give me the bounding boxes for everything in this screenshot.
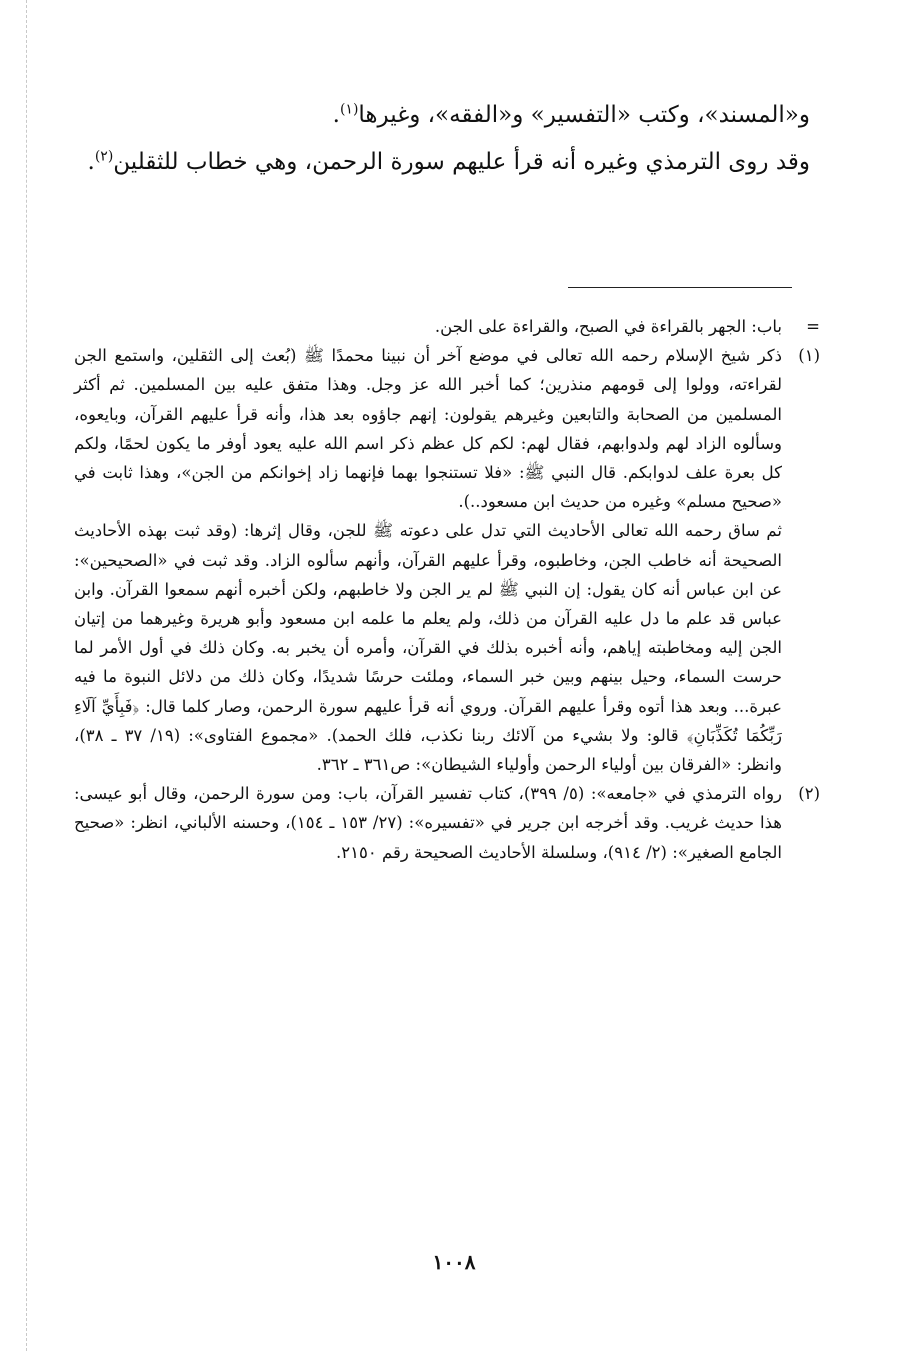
main-paragraph-1-end: . xyxy=(332,102,340,128)
continuation-marker: = xyxy=(806,317,820,336)
footnote-ref-2[interactable]: (٢) xyxy=(94,148,114,165)
main-paragraph-1-text: و«المسند»، وكتب «التفسير» و«الفقه»، وغيرها xyxy=(358,102,810,128)
main-paragraph-2 xyxy=(78,139,810,186)
footnote-2-marker: (٢) xyxy=(798,784,820,804)
footnote-1 xyxy=(74,341,820,779)
main-paragraph-2-end: . xyxy=(87,149,95,175)
footnote-2 xyxy=(74,779,820,867)
main-paragraph-2-text: وقد روى الترمذي وغيره أنه قرأ عليهم سورة الرحمن، وهي خطاب للثقلين xyxy=(113,149,810,175)
main-text xyxy=(78,92,810,186)
footnote-1-marker: (١) xyxy=(798,346,820,366)
footnote-continuation xyxy=(74,312,820,341)
footnote-2-body: رواه الترمذي في «جامعه»: (٥/ ٣٩٩)، كتاب تفسير القرآن، باب: ومن سورة الرحمن، وقال أبو عيسى: هذا حديث غريب. وقد أخرجه ابن جرير في «تفسيره»: (٢٧/ ١٥٣ ـ ١٥٤)، وحسنه الألباني، انظر: «صحيح الجامع الصغير»: (٢/ ٩١٤)، وسلسلة الأحاديث الصحيحة رقم ٢١٥٠. xyxy=(74,784,782,862)
footnote-1-paragraph-1: ذكر شيخ الإسلام رحمه الله تعالى في موضع آخر أن نبينا محمدًا ﷺ (بُعث إلى الثقلين، واستمع الجن لقراءته، وولوا إلى قومهم منذرين؛ كما أخبر الله عز وجل. وهذا متفق عليه بين المسلمين. ثم أكثر المسلمين من الصحابة والتابعين وغيرهم يقولون: إنهم جاؤوه بعد هذا، وأنه قرأ عليهم القرآن، وبايعوه، وسألوه الزاد لهم ولدوابهم، فقال لهم: لكم كل عظم ذكر اسم الله عليه يعود أوفر ما يكون لحمًا، ولكم كل بعرة علف لدوابكم. قال النبي ﷺ: «فلا تستنجوا بهما فإنهما زاد إخوانكم من الجن»، وهذا ثابت في «صحيح مسلم» وغيره من حديث ابن مسعود..). xyxy=(74,346,782,512)
footnote-ref-1[interactable]: (١) xyxy=(339,101,359,118)
footnote-1-paragraph-2: ثم ساق رحمه الله تعالى الأحاديث التي تدل على دعوته ﷺ للجن، وقال إثرها: (وقد ثبت بهذه الأحاديث الصحيحة أنه خاطب الجن، وخاطبوه، وقرأ عليهم القرآن، وأنهم سألوه الزاد. وقد ثبت في «الصحيحين»: عن ابن عباس أنه كان يقول: إن النبي ﷺ لم ير الجن ولا خاطبهم، ولكن أخبره أنهم سمعوا القرآن. وابن عباس قد علم ما دل عليه القرآن من ذلك، ولم يعلم ما علمه ابن مسعود وأبو هريرة وغيرهما من إتيان الجن إليه ومخاطبته إياهم، وأنه أخبره بذلك في القرآن، وأمره أن يخبر به. وكان ذلك في أول الأمر لما حرست السماء، وحيل بينهم وبين خبر السماء، وملئت حرسًا شديدًا، وكان ذلك من دلائل النبوة ما فيه عبرة... وبعد هذا أتوه وقرأ عليهم القرآن. وروي أنه قرأ عليهم سورة الرحمن، وصار كلما قال: ﴿فَبِأَيِّ آلَاءِ رَبِّكُمَا تُكَذِّبَانِ﴾ قالو: ولا بشيء من آلائك ربنا نكذب، فلك الحمد). «مجموع الفتاوى»: (١٩/ ٣٧ ـ ٣٨)، وانظر: «الفرقان بين أولياء الرحمن وأولياء الشيطان»: ص٣٦١ ـ ٣٦٢. xyxy=(74,521,782,775)
footnote-separator xyxy=(568,287,792,288)
main-paragraph-1 xyxy=(78,92,810,139)
page-number: ١٠٠٨ xyxy=(432,1250,476,1274)
footnote-1-body xyxy=(74,341,782,779)
scan-edge-line xyxy=(26,0,27,1351)
continuation-text: باب: الجهر بالقراءة في الصبح، والقراءة على الجن. xyxy=(434,317,782,336)
footnotes xyxy=(74,312,820,867)
